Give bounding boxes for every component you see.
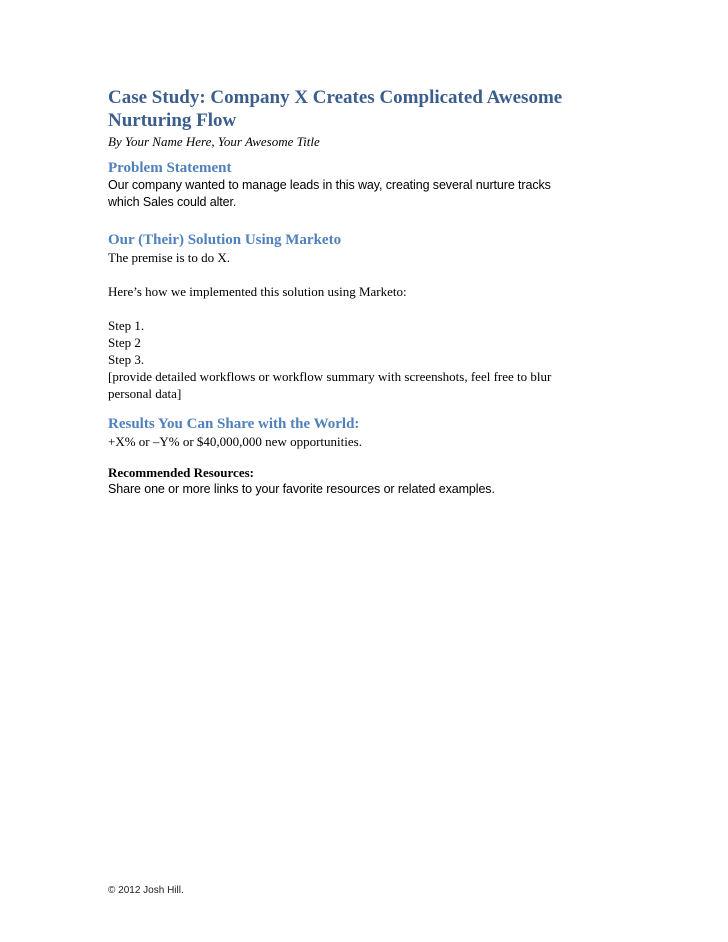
- step-item: Step 1.: [108, 318, 145, 333]
- document-title-line1: Case Study: Company X Creates Complicated Awesome: [108, 87, 563, 108]
- solution-heading: Our (Their) Solution Using Marketo: [108, 232, 342, 248]
- problem-text-line1: Our company wanted to manage leads in this way, creating several nurture tracks: [108, 178, 551, 192]
- resources-heading: Recommended Resources:: [108, 465, 254, 480]
- step-item: Step 2: [108, 335, 141, 350]
- author-byline: By Your Name Here, Your Awesome Title: [108, 134, 320, 149]
- solution-note-line2: personal data]: [108, 386, 182, 401]
- resources-text: Share one or more links to your favorite resources or related examples.: [108, 482, 495, 496]
- results-text: +X% or –Y% or $40,000,000 new opportunities.: [108, 434, 362, 449]
- problem-heading: Problem Statement: [108, 160, 232, 176]
- results-heading: Results You Can Share with the World:: [108, 416, 360, 432]
- document-page: [108, 86, 628, 498]
- solution-note-line1: [provide detailed workflows or workflow summary with screenshots, feel free to blur: [108, 369, 552, 384]
- footer-copyright: © 2012 Josh Hill.: [108, 885, 184, 896]
- solution-premise: The premise is to do X.: [108, 250, 231, 265]
- step-item: Step 3.: [108, 352, 145, 367]
- document-title-line2: Nurturing Flow: [108, 110, 237, 131]
- solution-intro: Here’s how we implemented this solution using Marketo:: [108, 284, 407, 299]
- problem-text-line2: which Sales could alter.: [108, 195, 237, 209]
